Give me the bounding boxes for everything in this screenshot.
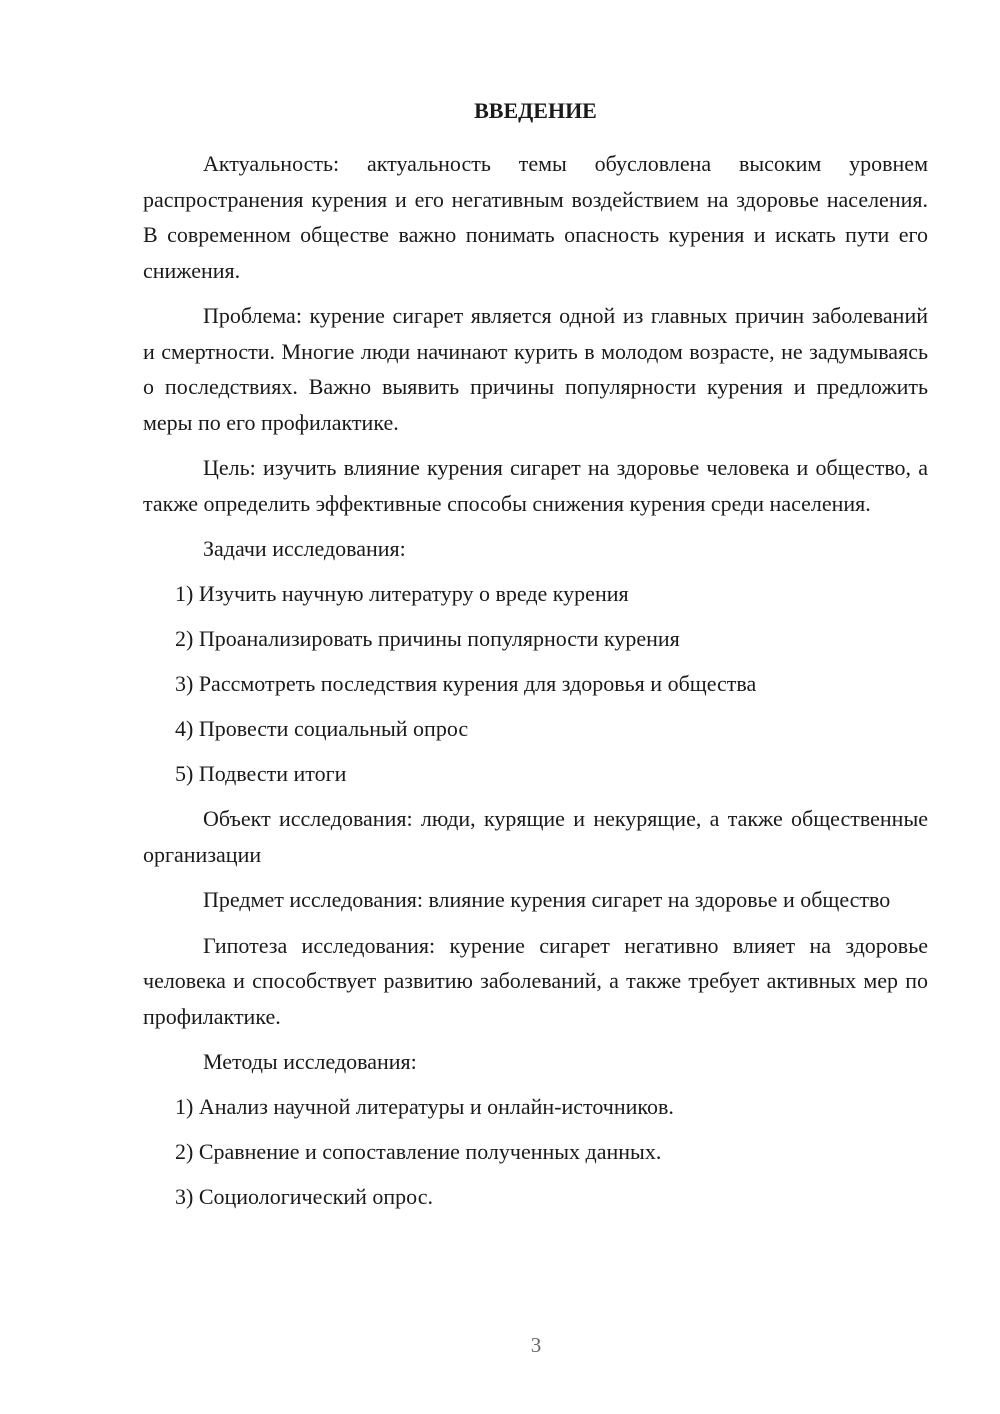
list-item: 5) Подвести итоги (175, 761, 347, 786)
list-item: 1) Изучить научную литературу о вреде курения (175, 581, 629, 606)
methods-list (143, 1089, 928, 1214)
page-title: ВВЕДЕНИЕ (474, 98, 597, 123)
hypothesis-paragraph: Гипотеза исследования: курение сигарет негативно влияет на здоровье человека и способствует развитию заболеваний, а также требует активных мер по профилактике. (143, 932, 928, 1029)
list-item: 3) Социологический опрос. (175, 1184, 433, 1209)
list-item: 1) Анализ научной литературы и онлайн-источников. (175, 1094, 674, 1119)
goal-paragraph: Цель: изучить влияние курения сигарет на здоровье человека и общество, а также определить эффективные способы снижения курения среди населения. (143, 455, 928, 516)
subject-paragraph: Предмет исследования: влияние курения сигарет на здоровье и общество (203, 887, 891, 912)
tasks-heading: Задачи исследования: (203, 536, 406, 561)
page-number: 3 (530, 1333, 542, 1357)
problem-paragraph: Проблема: курение сигарет является одной из главных причин заболеваний и смертности. Многие люди начинают курить в молодом возрасте, не задумываясь о последствиях. Важно выявить причины популярности курения и предложить меры по его профилактике. (143, 303, 928, 435)
list-item: 3) Рассмотреть последствия курения для здоровья и общества (175, 671, 757, 696)
object-paragraph: Объект исследования: люди, курящие и некурящие, а также общественные организации (143, 806, 928, 867)
tasks-list (143, 576, 928, 791)
list-item: 2) Проанализировать причины популярности курения (175, 626, 680, 651)
page-content (143, 96, 928, 1224)
relevance-paragraph: Актуальность: актуальность темы обусловлена высоким уровнем распространения курения и его негативным воздействием на здоровье населения. В современном обществе важно понимать опасность курения и искать пути его снижения. (143, 151, 928, 283)
list-item: 2) Сравнение и сопоставление полученных данных. (175, 1139, 662, 1164)
methods-heading: Методы исследования: (203, 1049, 417, 1074)
list-item: 4) Провести социальный опрос (175, 716, 469, 741)
